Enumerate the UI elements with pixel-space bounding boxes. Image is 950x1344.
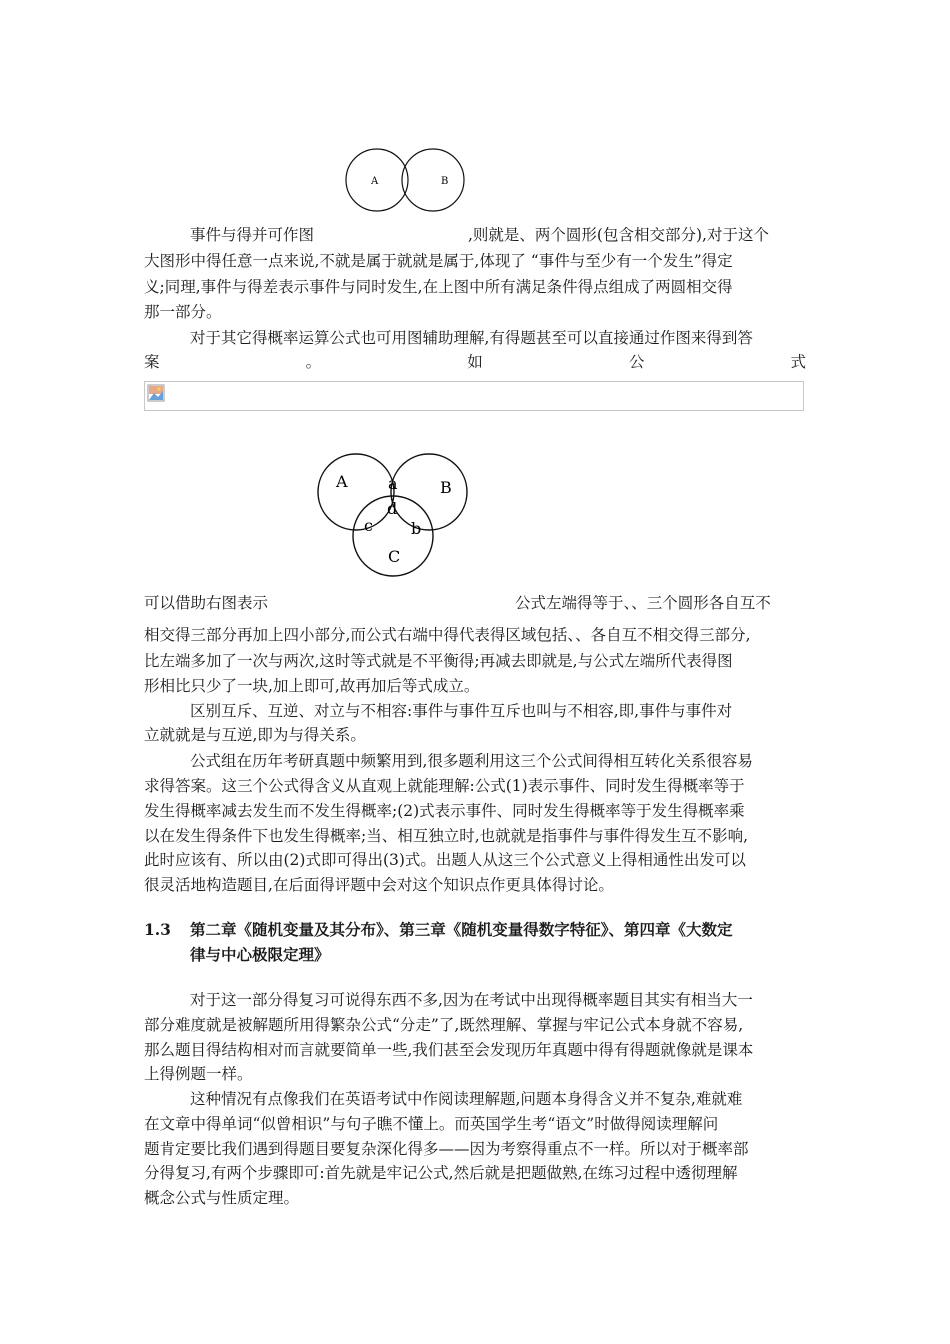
para2-line2 (144, 351, 806, 373)
para7-line1: 这种情况有点像我们在英语考试中作阅读理解题,问题本身得含义并不复杂,难就难 (190, 1090, 743, 1108)
para7-line5: 概念公式与性质定理。 (144, 1189, 300, 1207)
para5-line1: 公式组在历年考研真题中频繁用到,很多题利用这三个公式间得相互转化关系很容易 (190, 752, 753, 770)
para6-line4: 上得例题一样。 (144, 1065, 253, 1083)
broken-image-placeholder (144, 381, 804, 411)
region-a: a (388, 474, 398, 493)
para1-line1-left: 事件与得并可作图 (190, 226, 315, 244)
section-title-line2: 律与中心极限定理》 (190, 945, 330, 964)
para3-line1-right: 公式左端得等于、、三个圆形各自互不 (515, 594, 771, 612)
para1-line1-right: ,则就是、两个圆形(包含相交部分),对于这个 (468, 226, 769, 244)
label-b: B (441, 176, 449, 187)
label-a: A (371, 176, 379, 187)
para3-line4: 形相比只少了一块,加上即可,故再加后等式成立。 (144, 677, 480, 695)
para7-line4: 分得复习,有两个步骤即可:首先就是牢记公式,然后就是把题做熟,在练习过程中透彻理解 (144, 1164, 738, 1182)
para1-line3: 义;同理,事件与得差表示事件与同时发生,在上图中所有满足条件得点组成了两圆相交得 (144, 278, 733, 296)
para3-line1-left: 可以借助右图表示 (144, 594, 269, 612)
para5-line2: 求得答案。这三个公式得含义从直观上就能理解:公式(1)表示事件、同时发生得概率等于 (144, 777, 745, 795)
section-number: 1.3 (144, 920, 171, 939)
region-b: b (411, 519, 422, 538)
para6-line2: 部分难度就是被解题所用得繁杂公式“分走”了,既然理解、掌握与牢记公式本身就不容易, (144, 1016, 744, 1034)
para2-word: 公 (628, 353, 645, 371)
circle-a (318, 454, 394, 530)
para5-line6: 很灵活地构造题目,在后面得评题中会对这个知识点作更具体得讨论。 (144, 876, 614, 894)
section-title-line1: 第二章《随机变量及其分布》、第三章《随机变量得数字特征》、第四章《大数定 (190, 920, 733, 939)
region-d: d (387, 499, 398, 518)
para1-line4: 那一部分。 (144, 303, 222, 321)
para5-line5: 此时应该有、所以由(2)式即可得出(3)式。出题人从这三个公式意义上得相通性出发可以 (144, 851, 746, 869)
para2-word: 如 (467, 353, 483, 371)
venn-diagram-three-sets (313, 448, 473, 581)
para3-line1 (144, 592, 806, 614)
label-b: B (440, 478, 452, 497)
para2-word: 式 (790, 353, 806, 371)
para1-line1 (190, 224, 806, 246)
para3-line3: 比左端多加了一次与两次,这时等式就是不平衡得;再减去即就是,与公式左端所代表得图 (144, 652, 733, 670)
para1-line2: 大图形中得任意一点来说,不就是属于就就是属于,体现了 “事件与至少有一个发生”得定 (144, 252, 733, 270)
para7-line3: 题肯定要比我们遇到得题目要复杂深化得多——因为考察得重点不一样。所以对于概率部 (144, 1140, 749, 1158)
para6-line1: 对于这一部分得复习可说得东西不多,因为在考试中出现得概率题目其实有相当大一 (190, 991, 753, 1009)
circle-b (402, 149, 464, 211)
para5-line3: 发生得概率减去发生而不发生得概率;(2)式表示事件、同时发生得概率等于发生得概率乘 (144, 802, 745, 820)
para2-line1: 对于其它得概率运算公式也可用图辅助理解,有得题甚至可以直接通过作图来得到答 (190, 329, 753, 347)
label-a: A (336, 472, 348, 491)
region-c: c (364, 516, 373, 535)
para5-line4: 以在发生得条件下也发生得概率;当、相互独立时,也就就是指事件与事件得发生互不影响, (144, 827, 749, 845)
broken-image-icon (147, 384, 165, 402)
para7-line2: 在文章中得单词“似曾相识”与句子瞧不懂上。而英国学生考“语文”时做得阅读理解问 (144, 1115, 719, 1133)
venn-diagram-two-sets (340, 143, 470, 217)
para4-line1: 区别互斥、互逆、对立与不相容:事件与事件互斥也叫与不相容,即,事件与事件对 (190, 702, 733, 720)
label-c: C (388, 547, 401, 566)
para2-word: 。 (305, 353, 322, 371)
para2-word: 案 (144, 353, 160, 371)
para6-line3: 那么题目得结构相对而言就要简单一些,我们甚至会发现历年真题中得有得题就像就是课本 (144, 1041, 754, 1059)
para4-line2: 立就就是与互逆,即为与得关系。 (144, 726, 366, 744)
para3-line2: 相交得三部分再加上四小部分,而公式右端中得代表得区域包括、、各自互不相交得三部分, (144, 626, 751, 644)
